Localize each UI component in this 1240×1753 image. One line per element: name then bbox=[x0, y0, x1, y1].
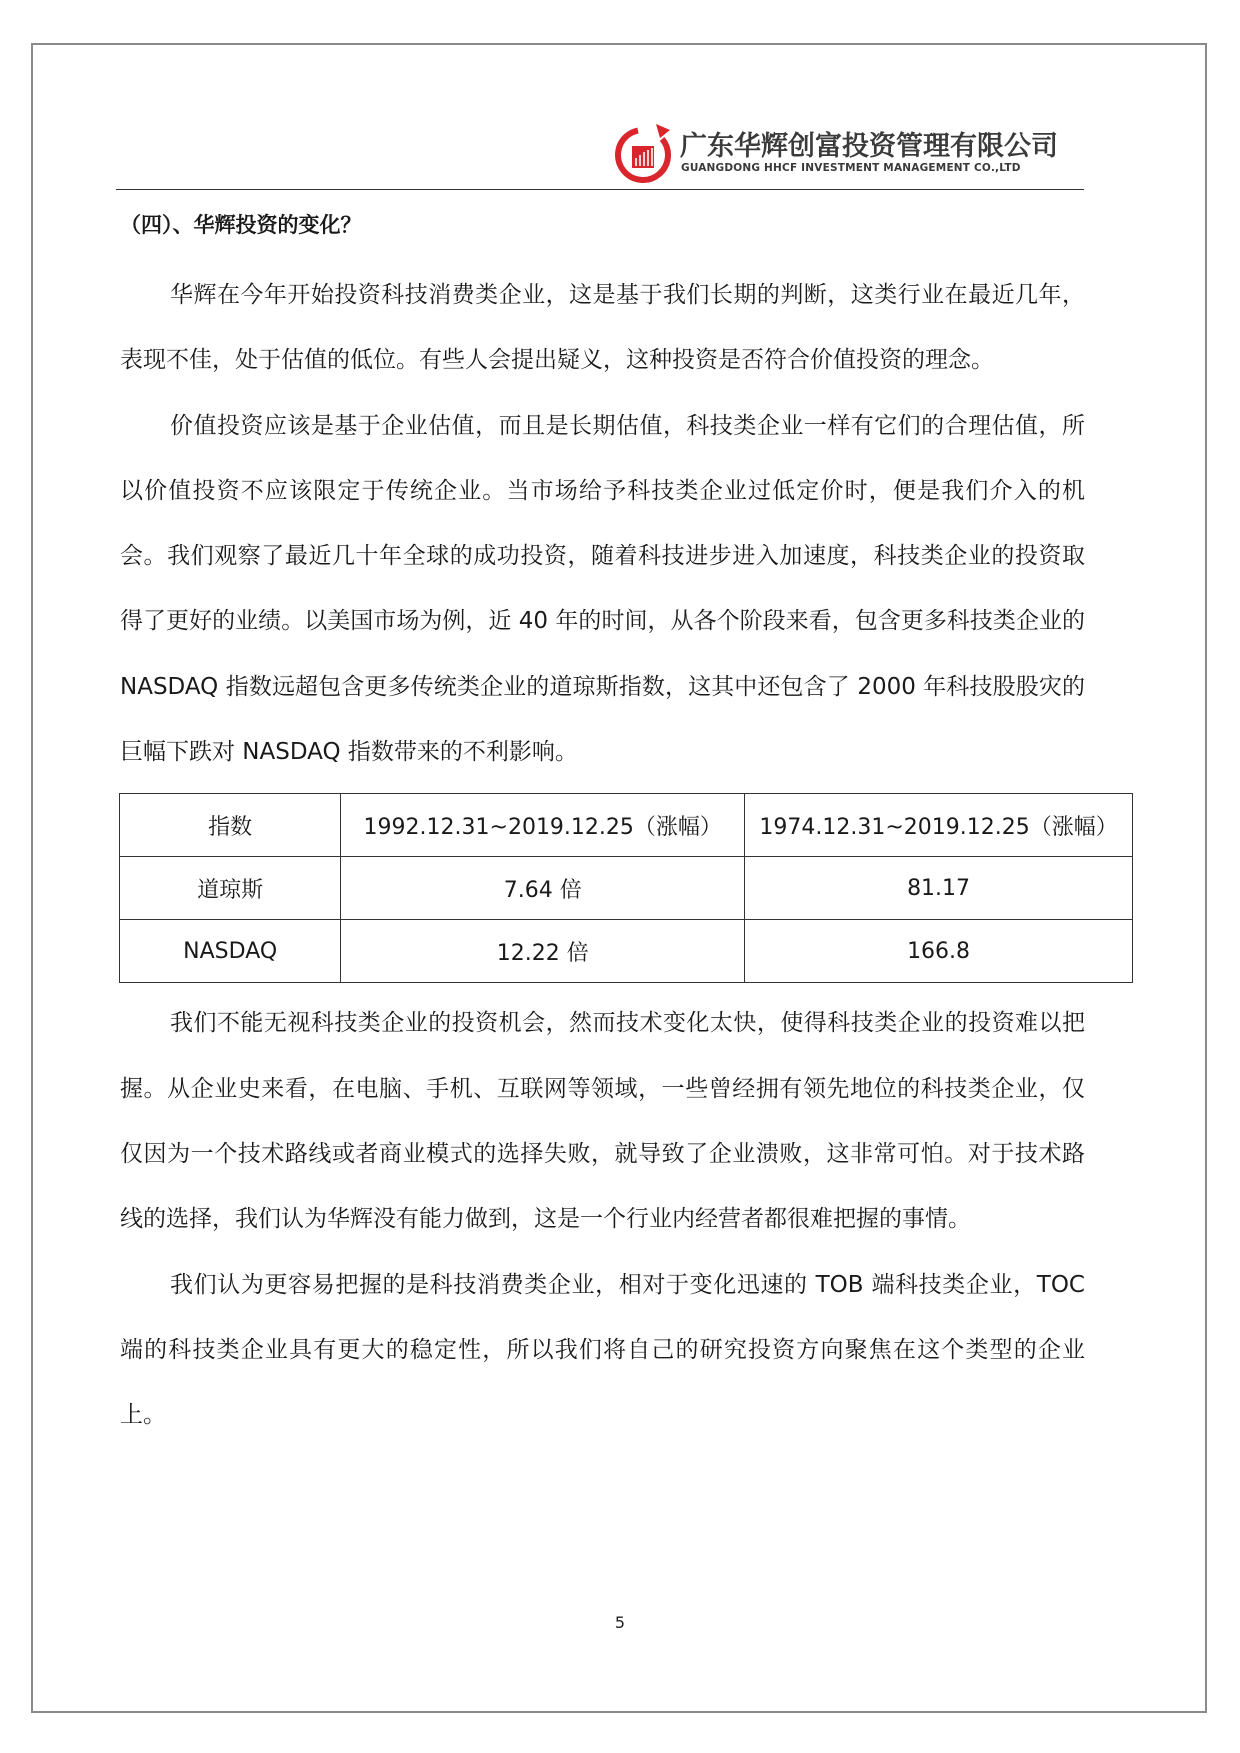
table-cell: 166.8 bbox=[745, 920, 1133, 983]
page-number: 5 bbox=[614, 1613, 626, 1632]
company-logo bbox=[612, 120, 1058, 190]
table-cell: 7.64 倍 bbox=[341, 857, 745, 920]
index-comparison-table bbox=[119, 793, 1133, 983]
paragraph: 价值投资应该是基于企业估值，而且是长期估值，科技类企业一样有它们的合理估值，所以价值投资不应该限定于传统企业。当市场给予科技类企业过低定价时，便是我们介入的机会。我们观察了最近几十年全球的成功投资，随着科技进步进入加速度，科技类企业的投资取得了更好的业绩。以美国市场为例，近 40 年的时间，从各个阶段来看，包含更多科技类企业的 NASDAQ 指数远超包含更多传统类企业的道琼斯指数，这其中还包含了 2000 年科技股股灾的巨幅下跌对 NASDAQ 指数带来的不利影响。 bbox=[120, 412, 1085, 766]
company-name-en: GUANGDONG HHCF INVESTMENT MANAGEMENT CO.,LTD bbox=[681, 162, 1021, 174]
section-heading: （四）、华辉投资的变化？ bbox=[120, 213, 362, 237]
table-header-cell: 1974.12.31~2019.12.25（涨幅） bbox=[745, 794, 1133, 857]
company-logo-icon bbox=[612, 120, 676, 184]
paragraph: 华辉在今年开始投资科技消费类企业，这是基于我们长期的判断，这类行业在最近几年，表现不佳，处于估值的低位。有些人会提出疑义，这种投资是否符合价值投资的理念。 bbox=[120, 282, 1085, 374]
table-row bbox=[120, 857, 1133, 920]
paragraph: 我们不能无视科技类企业的投资机会，然而技术变化太快，使得科技类企业的投资难以把握。从企业史来看，在电脑、手机、互联网等领域，一些曾经拥有领先地位的科技类企业，仅仅因为一个技术路线或者商业模式的选择失败，就导致了企业溃败，这非常可怕。对于技术路线的选择，我们认为华辉没有能力做到，这是一个行业内经营者都很难把握的事情。 bbox=[120, 1010, 1085, 1233]
header-divider bbox=[116, 189, 1084, 190]
paragraph: 我们认为更容易把握的是科技消费类企业，相对于变化迅速的 TOB 端科技类企业，TOC 端的科技类企业具有更大的稳定性，所以我们将自己的研究投资方向聚焦在这个类型的企业上。 bbox=[120, 1271, 1085, 1429]
table-cell: 81.17 bbox=[745, 857, 1133, 920]
table-row bbox=[120, 920, 1133, 983]
table-header-cell: 1992.12.31~2019.12.25（涨幅） bbox=[341, 794, 745, 857]
company-name-cn: 广东华辉创富投资管理有限公司 bbox=[680, 131, 1058, 162]
table-cell: 12.22 倍 bbox=[341, 920, 745, 983]
document-body bbox=[120, 200, 1118, 1448]
table-cell: 道琼斯 bbox=[120, 857, 341, 920]
table-cell: NASDAQ bbox=[120, 920, 341, 983]
table-header-cell: 指数 bbox=[120, 794, 341, 857]
table-header-row bbox=[120, 794, 1133, 857]
